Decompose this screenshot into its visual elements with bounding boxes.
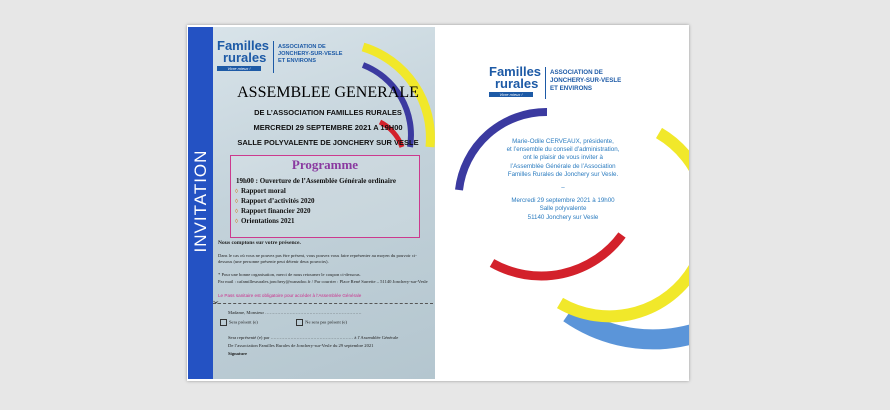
form-representative-line: Sera représenté (e) par ……………………………………………… à l’Assemblée Générale xyxy=(228,335,399,340)
form-options xyxy=(220,319,430,326)
bullet-icon: ◊ xyxy=(235,189,238,195)
mail-note: Par mail : cafamillesrurales.jonchery@wanadoo.fr / Par courrier : Place René Sarrette – 51140 Jonchery-sur-Vesle xyxy=(218,279,428,284)
logo-line2: rurales xyxy=(495,76,539,91)
form-signature: Signature xyxy=(228,351,248,356)
checkbox-present[interactable] xyxy=(220,319,227,326)
scissors-icon: ✂ xyxy=(213,300,219,307)
message-line: Marie-Odile CERVEAUX, présidente, xyxy=(512,138,614,145)
logo-association-text xyxy=(278,44,342,65)
programme-item: ◊ Rapport moral xyxy=(235,187,286,195)
subtitle-venue: SALLE POLYVALENTE DE JONCHERY SUR VESLE xyxy=(237,138,419,147)
subtitle-association: DE L’ASSOCIATION FAMILLES RURALES xyxy=(254,108,402,117)
proxy-text: Dans le cas où vous ne pouvez pas être présent, vous pouvez vous faire représenter au moyen du pouvoir ci-dessous (une personne présente peut détenir deux pouvoirs). xyxy=(218,253,417,264)
option-absent-label: Ne sera pas présent (e) xyxy=(305,319,347,325)
pass-sanitaire-note: Le Pass sanitaire est obligatoire pour accéder à l’Assemblée Générale xyxy=(218,293,362,298)
title-assemblee-generale: ASSEMBLEE GENERALE xyxy=(237,84,419,101)
message-dash: – xyxy=(561,183,565,191)
document-page xyxy=(187,25,689,381)
bullet-icon: ◊ xyxy=(235,199,238,205)
assoc-line: JONCHERY-SUR-VESLE xyxy=(550,76,622,84)
programme-item: ◊ Rapport d’activités 2020 xyxy=(235,197,315,205)
logo-association-text xyxy=(550,69,621,92)
programme-item: ◊ Orientations 2021 xyxy=(235,217,295,225)
logo-tagline: Vivre mieux ! xyxy=(489,92,533,97)
logo-line1: Familles xyxy=(217,38,270,53)
programme-item: ◊ Rapport financier 2020 xyxy=(235,207,311,215)
invitation-label: INVITATION xyxy=(191,149,210,253)
event-venue-line: Salle polyvalente xyxy=(539,205,587,213)
programme-opening: 19h00 : Ouverture de l’Assemblée Générale ordinaire xyxy=(236,177,396,185)
bullet-icon: ◊ xyxy=(235,209,238,215)
logo-tagline: Vivre mieux ! xyxy=(217,66,261,71)
bullet-icon: ◊ xyxy=(235,219,238,225)
assoc-line: JONCHERY-SUR-VESLE xyxy=(278,50,343,57)
form-name-line: Madame, Monsieur ……………………………………………………… xyxy=(228,310,362,315)
option-present-label: Sera présent (e) xyxy=(229,319,258,325)
left-panel xyxy=(188,27,435,379)
red-arc xyxy=(492,235,622,276)
checkbox-absent[interactable] xyxy=(296,319,303,326)
logo-separator xyxy=(545,67,546,99)
side-strip xyxy=(188,27,213,379)
organisation-note: * Pour une bonne organisation, merci de nous retourner le coupon ci-dessous. xyxy=(218,272,361,277)
event-city-line: 51140 Jonchery sur Vesle xyxy=(527,213,599,221)
logo-line2: rurales xyxy=(223,50,267,65)
logo-line1: Familles xyxy=(489,64,542,79)
programme-box xyxy=(230,155,420,238)
logo-familles-rurales xyxy=(217,39,342,73)
message-line: l’Assemblée Générale de l’Association xyxy=(510,162,616,170)
assoc-line: ASSOCIATION DE xyxy=(278,44,326,50)
message-line: et l’ensemble du conseil d’administration, xyxy=(506,146,620,154)
assoc-line: ET ENVIRONS xyxy=(278,57,316,64)
event-date-line: Mercredi 29 septembre 2021 à 19h00 xyxy=(511,197,615,205)
cut-line xyxy=(213,303,433,304)
message-line: Familles Rurales de Jonchery sur Vesle. xyxy=(507,170,619,178)
programme-title: Programme xyxy=(291,157,359,172)
count-on-text: Nous comptons sur votre présence. xyxy=(218,240,301,246)
form-association-line: De l’association Familles Rurales de Jonchery-sur-Vesle du 29 septembre 2021 xyxy=(228,343,374,348)
assoc-line: ET ENVIRONS xyxy=(550,84,592,92)
subtitle-date: MERCREDI 29 SEPTEMBRE 2021 A 19H00 xyxy=(253,123,403,132)
logo-familles-rurales-right xyxy=(489,65,621,99)
logo-separator xyxy=(273,41,274,73)
invitation-message xyxy=(478,138,648,222)
assoc-line: ASSOCIATION DE xyxy=(550,69,603,76)
message-line: ont le plaisir de vous inviter à xyxy=(523,154,603,162)
